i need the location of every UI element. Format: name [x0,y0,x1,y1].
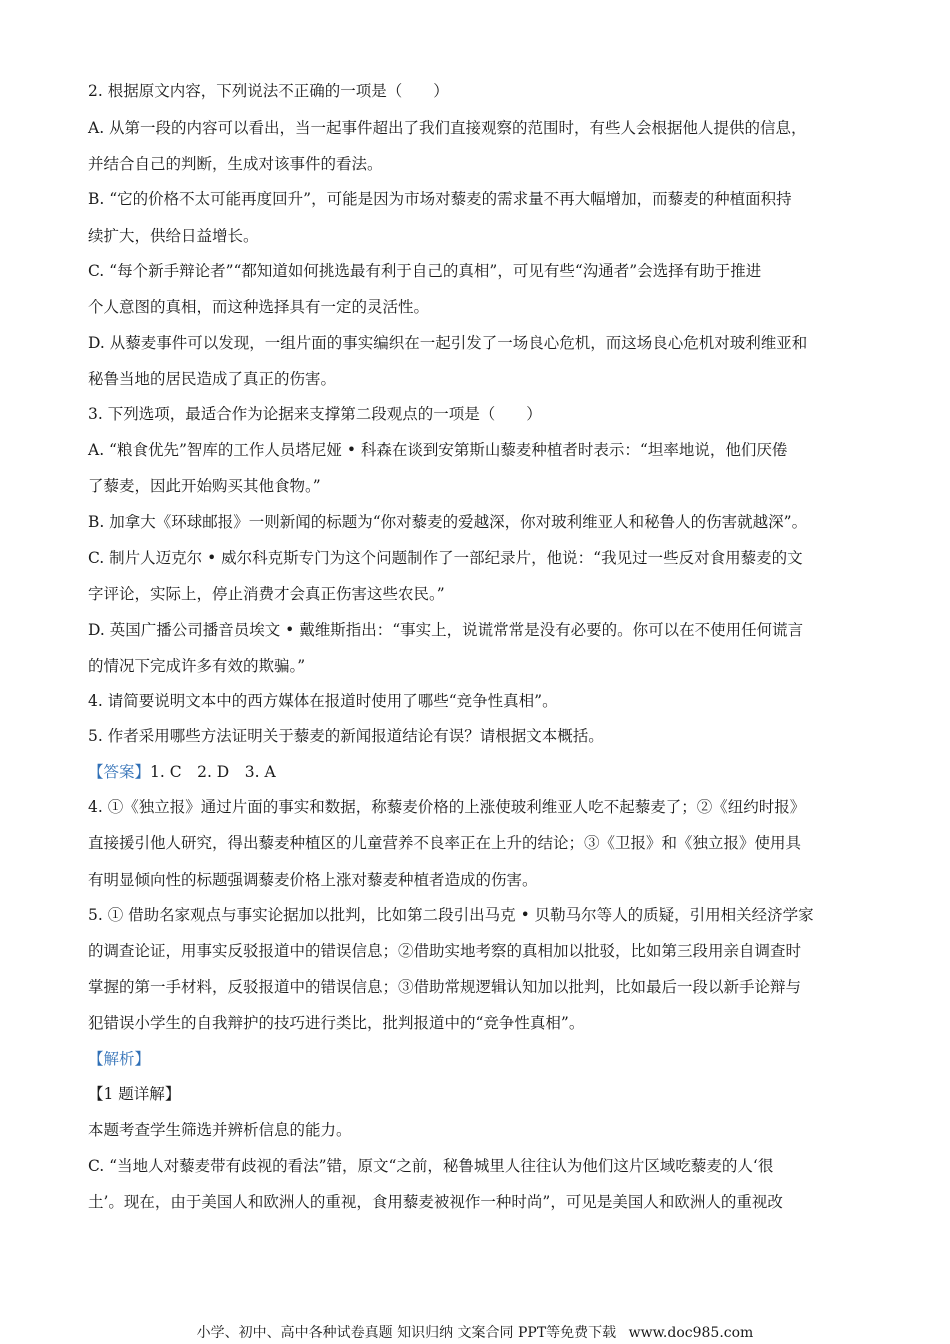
detail-c-line2: 土’。现在，由于美国人和欧洲人的重视，食用藜麦被视作一种时尚”，可见是美国人和欧洲人的重视改 [88,1193,783,1211]
answer-5-line1: 5. ① 借助名家观点与事实论据加以批判，比如第二段引出马克 • 贝勒马尔等人的质疑，引用相关经济学家 [88,906,814,924]
answer-4-line1: 4. ①《独立报》通过片面的事实和数据，称藜麦价格的上涨使玻利维亚人吃不起藜麦了；②《纽约时报》 [88,798,806,816]
answer-line [88,761,276,783]
q3-option-d-line2: 的情况下完成许多有效的欺骗。” [88,657,306,675]
footer-text: 小学、初中、高中各种试卷真题 知识归纳 文案合同 PPT等免费下载 [196,1325,617,1341]
q3-option-b: B. 加拿大《环球邮报》一则新闻的标题为“你对藜麦的爱越深，你对玻利维亚人和秘鲁人的伤害就越深”。 [88,513,808,531]
q3-option-a-line1: A. “粮食优先”智库的工作人员塔尼娅 • 科森在谈到安第斯山藜麦种植者时表示：“坦率地说，他们厌倦 [88,441,788,459]
question-4-stem: 4. 请简要说明文本中的西方媒体在报道时使用了哪些“竞争性真相”。 [88,692,558,710]
q3-option-d-line1: D. 英国广播公司播音员埃文 • 戴维斯指出：“事实上，说谎常常是没有必要的。你可以在不使用任何谎言 [88,621,804,639]
question-3-stem: 3. 下列选项，最适合作为论据来支撑第二段观点的一项是（ ） [88,405,542,423]
q2-option-a-line2: 并结合自己的判断，生成对该事件的看法。 [88,155,383,173]
detail-title: 1 题详解 [103,1085,165,1103]
q2-option-c-line2: 个人意图的真相，而这种选择具有一定的灵活性。 [88,298,430,316]
detail-close-bracket: 】 [164,1085,181,1103]
detail-c-line1: C. “当地人对藜麦带有歧视的看法”错，原文“之前，秘鲁城里人往往认为他们这片区域吃藜麦的人‘很 [88,1157,774,1175]
q2-option-a-line1: A. 从第一段的内容可以看出，当一起事件超出了我们直接观察的范围时，有些人会根据他人提供的信息， [88,119,807,137]
question-2-stem: 2. 根据原文内容，下列说法不正确的一项是（ ） [88,82,449,100]
answer-4-line2: 直接援引他人研究，得出藜麦种植区的儿童营养不良率正在上升的结论；③《卫报》和《独立报》使用具 [88,834,802,852]
q2-option-c-line1: C. “每个新手辩论者”“都知道如何挑选最有利于自己的真相”，可见有些“沟通者”会选择有助于推进 [88,262,762,280]
question-5-stem: 5. 作者采用哪些方法证明关于藜麦的新闻报道结论有误？请根据文本概括。 [88,727,604,745]
page-footer [0,1322,950,1342]
answer-5-line2: 的调查论证，用事实反驳报道中的错误信息；②借助实地考察的真相加以批驳，比如第三段用亲自调查时 [88,942,802,960]
detail-intro: 本题考查学生筛选并辨析信息的能力。 [88,1121,352,1139]
answer-5-line3: 掌握的第一手材料，反驳报道中的错误信息；③借助常规逻辑认知加以批判，比如最后一段以新手论辩与 [88,978,802,996]
q2-option-d-line1: D. 从藜麦事件可以发现，一组片面的事实编织在一起引发了一场良心危机，而这场良心危机对玻利维亚和 [88,334,808,352]
answer-4-line3: 有明显倾向性的标题强调藜麦价格上涨对藜麦种植者造成的伤害。 [88,871,538,889]
q3-option-c-line2: 字评论，实际上，停止消费才会真正伤害这些农民。” [88,585,445,603]
q3-option-a-line2: 了藜麦，因此开始购买其他食物。” [88,477,321,495]
q2-option-b-line1: B. “它的价格不太可能再度回升”，可能是因为市场对藜麦的需求量不再大幅增加，而藜麦的种植面积持 [88,190,792,208]
q2-option-d-line2: 秘鲁当地的居民造成了真正的伤害。 [88,370,337,388]
analysis-label: 【解析】 [88,1050,151,1068]
q3-option-c-line1: C. 制片人迈克尔 • 威尔科克斯专门为这个问题制作了一部纪录片，他说：“我见过一些反对食用藜麦的文 [88,549,803,567]
detail-open-bracket: 【 [88,1085,104,1103]
q2-option-b-line2: 续扩大，供给日益增长。 [88,227,259,245]
answer-label: 【答案】 [88,763,151,781]
answer-values: 1. C 2. D 3. A [150,763,276,781]
answer-5-line4: 犯错误小学生的自我辩护的技巧进行类比，批判报道中的“竞争性真相”。 [88,1014,585,1032]
footer-link[interactable]: www.doc985.com [628,1325,754,1341]
detail-heading [88,1083,180,1105]
